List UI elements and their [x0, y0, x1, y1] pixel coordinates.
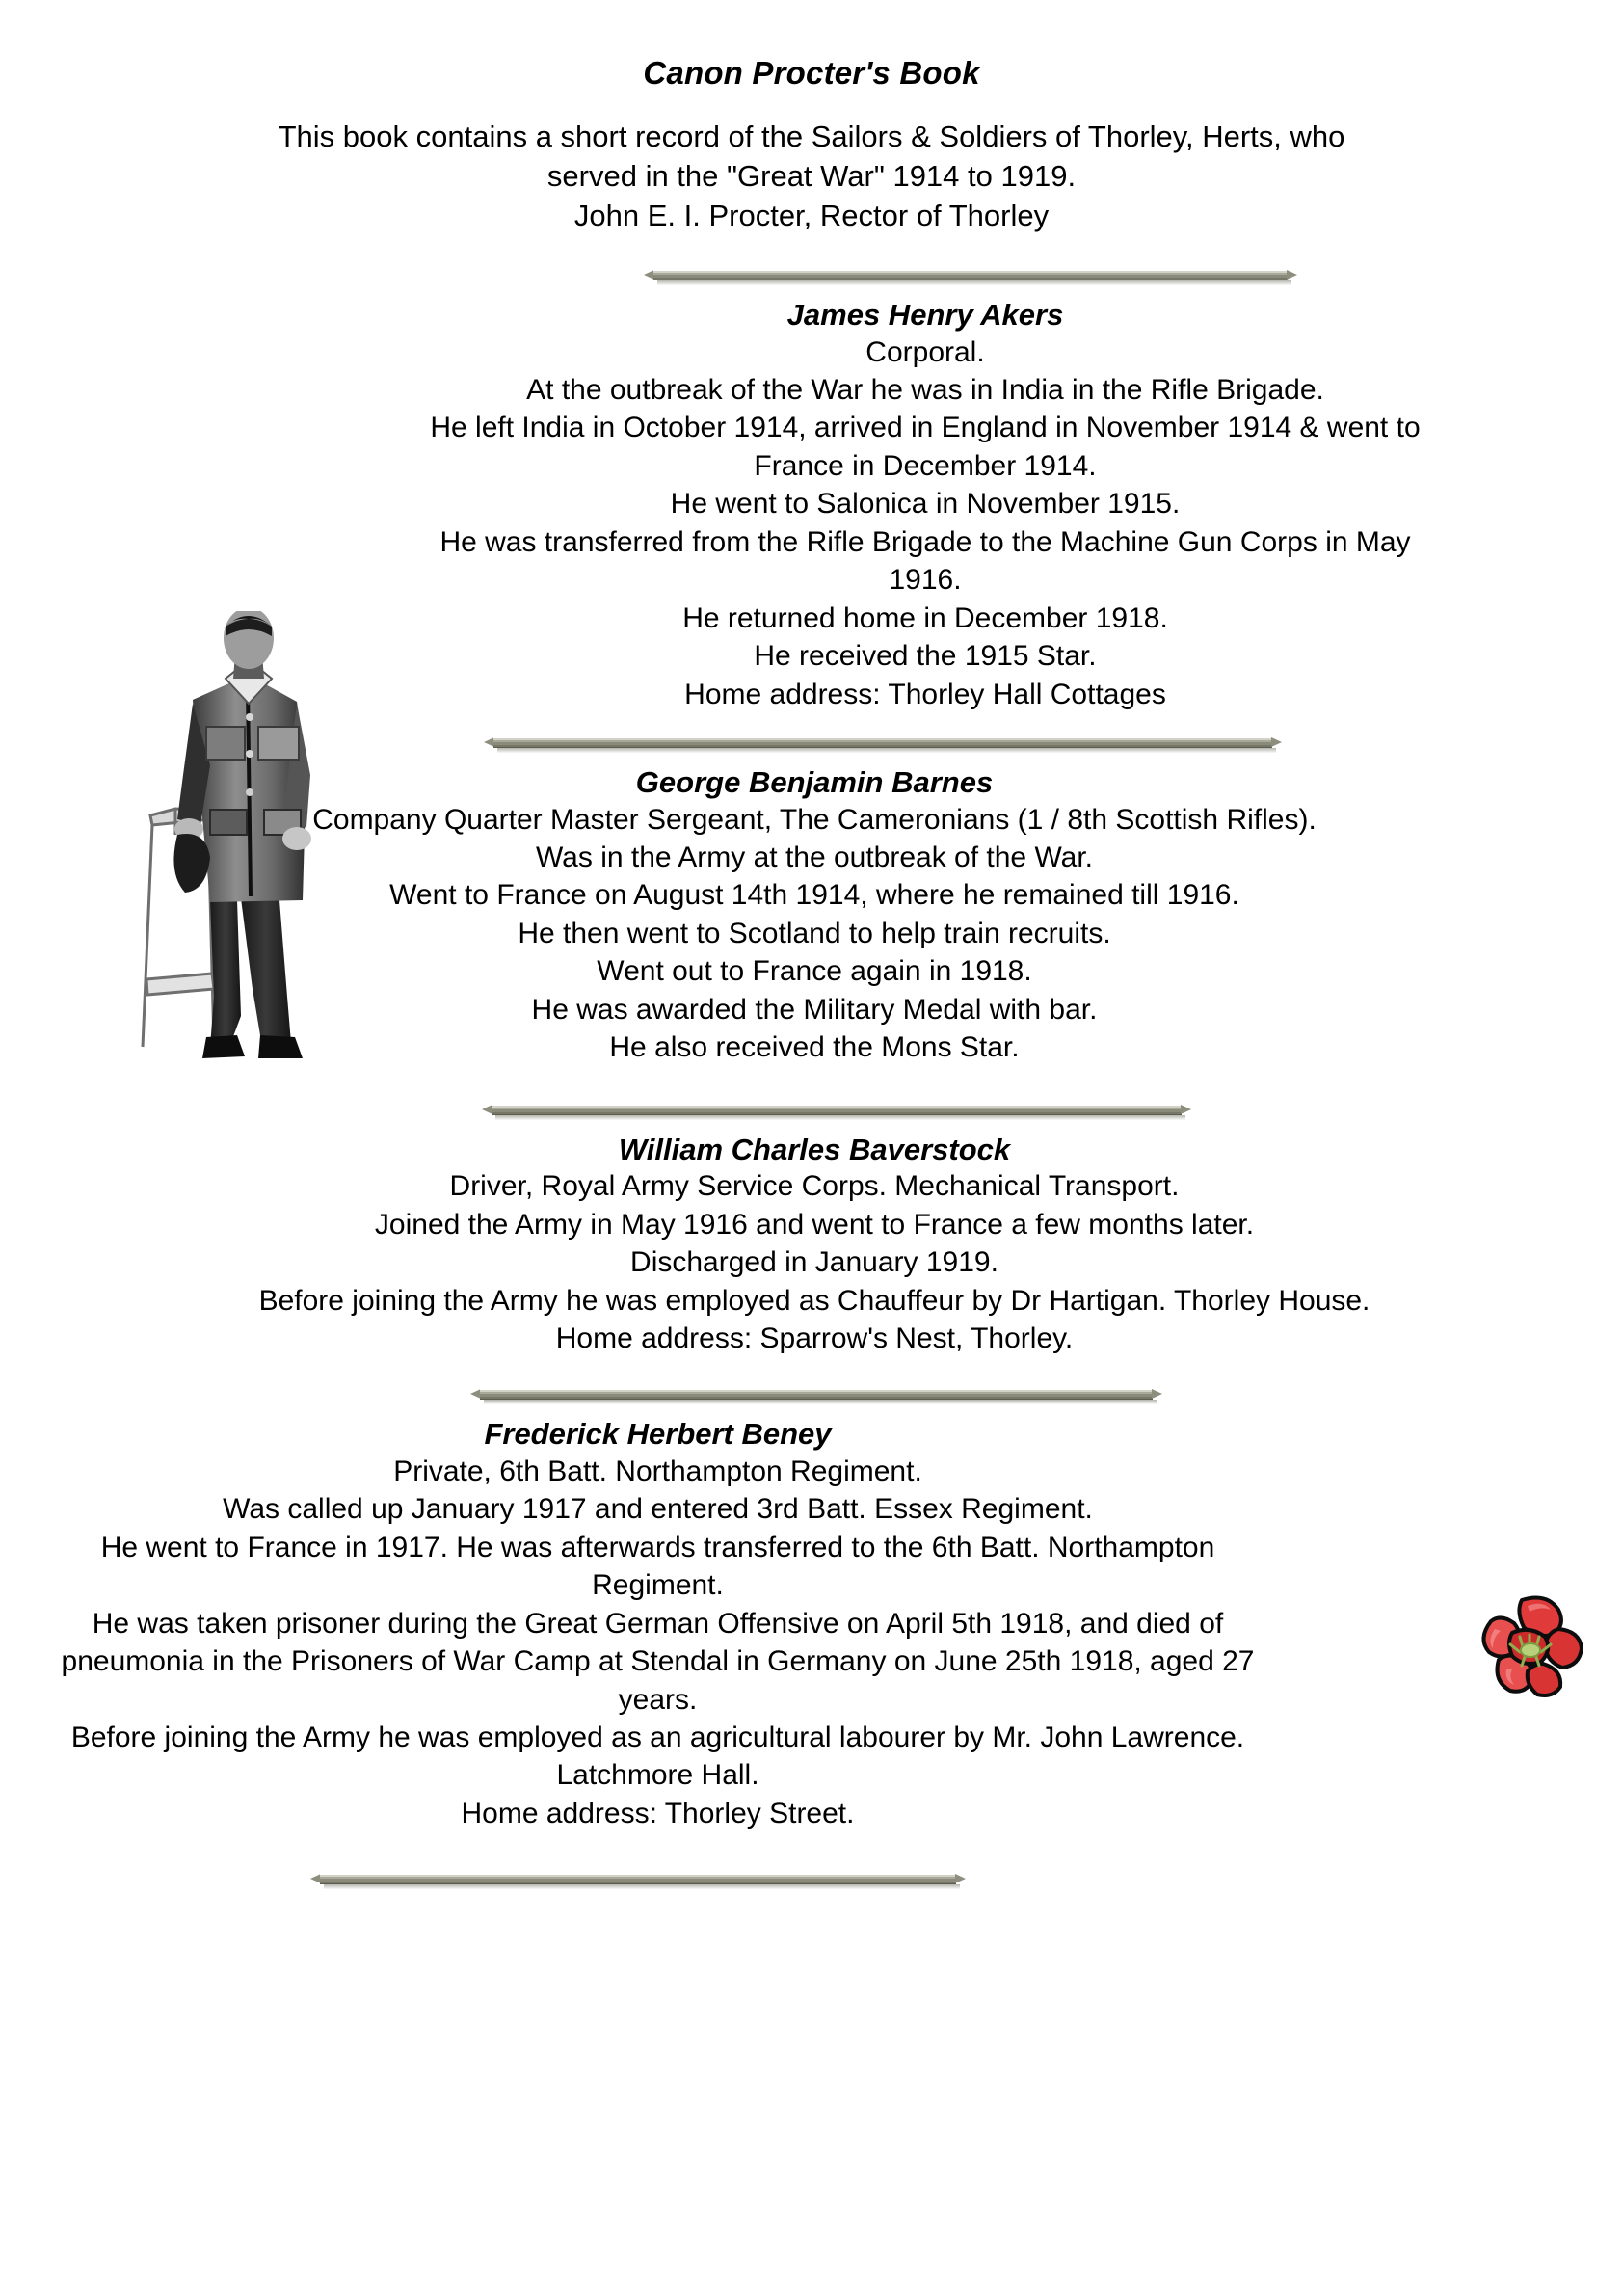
entry-george-benjamin-barnes — [0, 756, 1623, 1067]
entry-line: He returned home in December 1918. — [682, 601, 1168, 634]
divider-right-cap — [1271, 737, 1282, 747]
section-divider — [0, 734, 1623, 756]
entry-line: Went out to France again in 1918. — [597, 955, 1032, 988]
divider-bar — [480, 1389, 1153, 1400]
divider-bar — [320, 1874, 956, 1884]
entry-line: Joined the Army in May 1916 and went to France a few months later. — [374, 1208, 1255, 1241]
divider-shadow — [324, 1884, 960, 1889]
red-poppy-icon — [1466, 1590, 1587, 1702]
entry-body — [414, 334, 1436, 713]
entry-body — [92, 801, 1537, 1067]
entry-text-column — [92, 1123, 1537, 1358]
entry-line: Corporal. — [865, 335, 985, 368]
entry-line: He also received the Mons Star. — [609, 1031, 1020, 1064]
section-divider — [0, 1102, 1623, 1123]
entry-william-charles-baverstock — [0, 1123, 1623, 1358]
entry-line: Private, 6th Batt. Northampton Regiment. — [393, 1455, 922, 1487]
entry-name: George Benjamin Barnes — [635, 764, 994, 799]
entry-text-column — [414, 288, 1436, 713]
entry-line: He was transferred from the Rifle Brigade to the Machine Gun Corps in May 1916. — [439, 525, 1411, 597]
entry-line: Driver, Royal Army Service Corps. Mechanical Transport. — [449, 1170, 1180, 1203]
divider-shadow — [495, 1115, 1185, 1120]
entry-body — [92, 1167, 1537, 1357]
entry-body — [58, 1453, 1258, 1832]
entry-name: James Henry Akers — [786, 298, 1064, 333]
entry-line: Was called up January 1917 and entered 3rd Batt. Essex Regiment. — [223, 1493, 1093, 1526]
entry-line: He was awarded the Military Medal with bar. — [531, 993, 1098, 1026]
divider-right-cap — [1287, 270, 1297, 280]
section-divider — [0, 1386, 1623, 1407]
entry-frederick-herbert-beney — [0, 1407, 1623, 1832]
intro-line: John E. I. Procter, Rector of Thorley — [573, 199, 1050, 233]
entry-line: Went to France on August 14th 1914, where he remained till 1916. — [389, 879, 1239, 912]
entry-line: He went to Salonica in November 1915. — [670, 488, 1181, 521]
entry-line: Company Quarter Master Sergeant, The Cameronians (1 / 8th Scottish Rifles). — [312, 803, 1317, 836]
divider-shadow — [657, 280, 1291, 285]
entry-text-column — [58, 1407, 1258, 1832]
entry-line: Home address: Thorley Street. — [461, 1797, 855, 1829]
divider-right-cap — [955, 1874, 966, 1883]
divider-bar — [493, 737, 1272, 748]
entry-line: He then went to Scotland to help train recruits. — [518, 917, 1111, 949]
entry-line: At the outbreak of the War he was in India in the Rifle Brigade. — [526, 374, 1324, 407]
page-title: Canon Procter's Book — [643, 55, 980, 91]
section-divider — [0, 1871, 1623, 1892]
divider-right-cap — [1181, 1105, 1191, 1114]
entry-line: Discharged in January 1919. — [630, 1246, 998, 1279]
entry-line: Home address: Thorley Hall Cottages — [684, 678, 1166, 710]
entry-name: Frederick Herbert Beney — [484, 1417, 832, 1452]
entry-line: He left India in October 1914, arrived in England in November 1914 & went to France in December 1914. — [430, 412, 1421, 482]
intro-paragraph — [267, 91, 1356, 236]
intro-line: This book contains a short record of the Sailors & Soldiers of Thorley, Herts, who served in the "Great War" 1914 to 1919. — [278, 120, 1345, 194]
entry-text-column — [92, 756, 1537, 1067]
entry-line: Home address: Sparrow's Nest, Thorley. — [555, 1322, 1074, 1354]
entry-name: William Charles Baverstock — [618, 1132, 1011, 1166]
divider-right-cap — [1152, 1389, 1162, 1399]
entry-line: Before joining the Army he was employed as Chauffeur by Dr Hartigan. Thorley House. — [258, 1284, 1370, 1317]
entry-line: He received the 1915 Star. — [754, 640, 1097, 673]
entry-line: He went to France in 1917. He was afterwards transferred to the 6th Batt. Northampton Regiment. — [100, 1531, 1215, 1602]
entry-james-henry-akers — [0, 288, 1623, 713]
entry-line: Was in the Army at the outbreak of the War. — [535, 841, 1094, 873]
section-divider — [0, 267, 1623, 288]
divider-bar — [653, 270, 1288, 280]
divider-bar — [492, 1105, 1182, 1115]
entry-line: Before joining the Army he was employed as an agricultural labourer by Mr. John Lawrence. Latchmore Hall. — [70, 1722, 1245, 1792]
entry-line: He was taken prisoner during the Great German Offensive on April 5th 1918, and died of pneumonia in the Prisoners of War Camp at Stendal in Germany on June 25th 1918, aged 27 years. — [61, 1607, 1255, 1716]
divider-shadow — [497, 748, 1276, 753]
divider-shadow — [484, 1400, 1157, 1404]
